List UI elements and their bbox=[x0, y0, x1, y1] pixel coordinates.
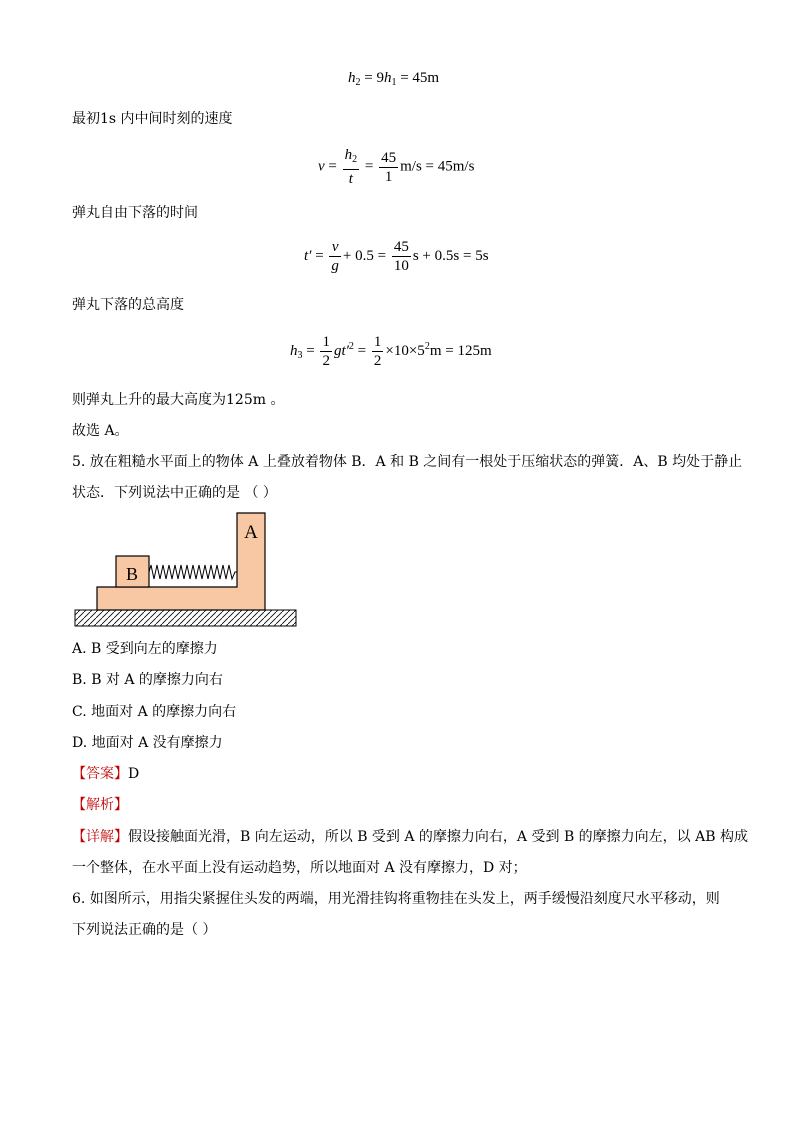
numerator: 45 bbox=[381, 149, 397, 166]
equation-t bbox=[304, 238, 489, 275]
answer-value: D bbox=[128, 766, 140, 782]
paragraph: 弹丸下落的总高度 bbox=[72, 297, 184, 313]
question-6-line1: 6. 如图所示，用指尖紧握住头发的两端，用光滑挂钩将重物挂在头发上，两手缓慢沿刻度尺水平移动，则 bbox=[72, 891, 720, 907]
var-t: t′ bbox=[304, 247, 312, 264]
analysis-tag: 【解析】 bbox=[72, 797, 128, 813]
denominator: 2 bbox=[373, 353, 382, 369]
spring bbox=[149, 565, 237, 579]
var-h: h bbox=[348, 70, 356, 86]
eq-text: = bbox=[311, 247, 324, 264]
denominator: 1 bbox=[379, 167, 398, 186]
eq-text: = bbox=[302, 342, 315, 359]
eq-text: m = 125m bbox=[429, 342, 492, 359]
equation-h2 bbox=[348, 70, 439, 88]
fraction bbox=[320, 333, 332, 370]
option-c: C. 地面对 A 的摩擦力向右 bbox=[72, 704, 237, 720]
eq-text: + 0.5 = bbox=[342, 247, 387, 264]
eq-text: ×10×5 bbox=[385, 342, 425, 359]
question-5-line2: 状态．下列说法中正确的是 （ ） bbox=[72, 485, 277, 501]
eq-text: m/s = 45m/s bbox=[400, 158, 475, 175]
var-h: h bbox=[383, 70, 392, 86]
question-6-line2: 下列说法正确的是（ ） bbox=[72, 922, 217, 938]
denominator: t bbox=[343, 169, 360, 188]
eq-text: = bbox=[353, 342, 367, 359]
eq-text: = bbox=[324, 158, 337, 175]
var-h: h bbox=[290, 342, 298, 359]
sup: 2 bbox=[424, 340, 430, 352]
paragraph: 故选 A。 bbox=[72, 423, 129, 439]
fraction bbox=[329, 238, 341, 275]
denominator: g bbox=[331, 258, 339, 274]
ground bbox=[75, 610, 296, 626]
eq-text: = 45m bbox=[396, 70, 440, 86]
paragraph: 最初1s 内中间时刻的速度 bbox=[72, 111, 233, 127]
sup: 2 bbox=[348, 340, 354, 352]
option-d: D. 地面对 A 没有摩擦力 bbox=[72, 735, 223, 751]
option-a: A. B 受到向左的摩擦力 bbox=[72, 641, 218, 657]
numerator: 1 bbox=[373, 334, 382, 350]
label-a: A bbox=[244, 522, 258, 543]
var-h: h bbox=[344, 147, 353, 163]
detail-tag: 【详解】 bbox=[72, 829, 128, 845]
equation-v bbox=[318, 146, 474, 188]
option-b: B. B 对 A 的摩擦力向右 bbox=[72, 672, 223, 688]
numerator: 1 bbox=[322, 334, 330, 350]
sub: 2 bbox=[355, 77, 361, 88]
equation-h3 bbox=[290, 333, 492, 370]
denominator: 10 bbox=[393, 258, 409, 274]
detail-text: 假设接触面光滑，B 向左运动，所以 B 受到 A 的摩擦力向右，A 受到 B 的摩擦力向左，以 AB 构成 bbox=[128, 829, 748, 845]
fraction bbox=[392, 238, 411, 275]
fraction bbox=[343, 146, 360, 188]
paragraph: 弹丸自由下落的时间 bbox=[72, 205, 198, 221]
var-v: v bbox=[318, 158, 325, 175]
sub: 1 bbox=[391, 77, 397, 88]
eq-text: = 9 bbox=[360, 70, 384, 86]
numerator: 45 bbox=[393, 239, 409, 255]
var-gt: gt′ bbox=[333, 342, 349, 359]
detail-line1 bbox=[72, 828, 748, 846]
sub: 2 bbox=[352, 154, 358, 165]
eq-text: = bbox=[361, 158, 374, 175]
answer-line bbox=[72, 765, 139, 783]
denominator: 2 bbox=[322, 353, 330, 369]
answer-tag: 【答案】 bbox=[72, 766, 128, 782]
numerator: v bbox=[331, 239, 339, 255]
spring-block-diagram bbox=[72, 510, 302, 628]
paragraph: 则弹丸上升的最大高度为125m 。 bbox=[72, 392, 285, 408]
question-5-line1: 5. 放在粗糙水平面上的物体 A 上叠放着物体 B．A 和 B 之间有一根处于压缩状态的弹簧．A、B 均处于静止 bbox=[72, 454, 743, 470]
label-b: B bbox=[125, 564, 139, 584]
fraction bbox=[372, 333, 384, 370]
eq-text: s + 0.5s = 5s bbox=[412, 247, 489, 264]
sub: 3 bbox=[297, 349, 303, 361]
fraction bbox=[379, 149, 398, 186]
detail-line2: 一个整体，在水平面上没有运动趋势，所以地面对 A 没有摩擦力，D 对； bbox=[72, 860, 527, 876]
